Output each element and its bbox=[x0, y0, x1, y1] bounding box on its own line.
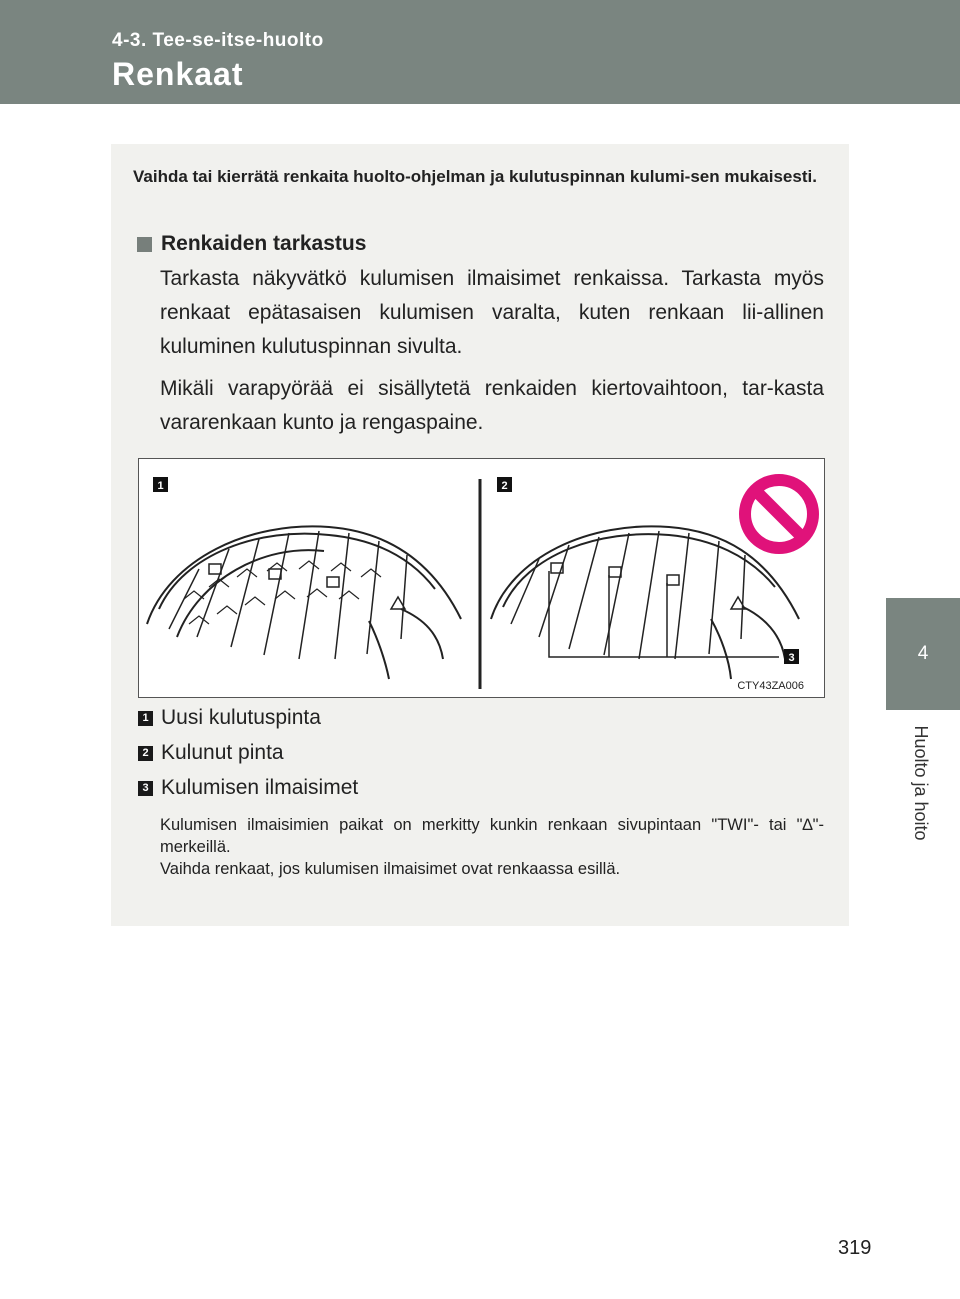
tire-drawing bbox=[139, 459, 824, 697]
chapter-side-label: Huolto ja hoito bbox=[911, 725, 931, 841]
intro-text: Vaihda tai kierrätä renkaita huolto-ohjelman ja kulutuspinnan kulumi-sen mukaisesti. bbox=[133, 167, 817, 186]
worn-tire bbox=[491, 526, 799, 679]
chapter-number: 4 bbox=[917, 643, 929, 664]
page-number: 319 bbox=[838, 1237, 872, 1259]
note-line-1: Kulumisen ilmaisimien paikat on merkitty kunkin renkaan sivupintaan "TWI"- tai "∆"-merkeillä. bbox=[160, 816, 824, 856]
paragraph-1: Tarkasta näkyvätkö kulumisen ilmaisimet renkaissa. Tarkasta myös renkaat epätasaisen kulumisen varalta, kuten renkaan lii-allinen kuluminen kulutuspinnan sivulta. bbox=[160, 267, 824, 358]
legend-text-2: Kulunut pinta bbox=[161, 741, 284, 764]
svg-text:1: 1 bbox=[157, 480, 164, 492]
callout-1 bbox=[153, 477, 168, 492]
prohibited-icon bbox=[745, 480, 813, 548]
square-bullet-icon bbox=[137, 237, 152, 252]
chapter-header bbox=[0, 0, 960, 104]
figure-code: CTY43ZA006 bbox=[737, 680, 804, 692]
paragraph-2: Mikäli varapyörää ei sisällytetä renkaiden kiertovaihtoon, tar-kasta vararenkaan kunto ja rengaspaine. bbox=[160, 377, 824, 434]
section-heading bbox=[137, 232, 366, 256]
legend-item-3 bbox=[138, 776, 358, 800]
chapter-tab[interactable] bbox=[886, 598, 960, 710]
indicator-note bbox=[160, 814, 824, 880]
legend-number-1: 1 bbox=[138, 711, 153, 726]
legend-text-1: Uusi kulutuspinta bbox=[161, 706, 321, 729]
note-line-2: Vaihda renkaat, jos kulumisen ilmaisimet ovat renkaassa esillä. bbox=[160, 860, 621, 878]
section-heading-text: Renkaiden tarkastus bbox=[161, 232, 367, 255]
legend-number-2: 2 bbox=[138, 746, 153, 761]
legend-item-2 bbox=[138, 741, 284, 765]
svg-text:3: 3 bbox=[788, 652, 795, 664]
legend-item-1 bbox=[138, 706, 321, 730]
legend-text-3: Kulumisen ilmaisimet bbox=[161, 776, 359, 799]
page-title: Renkaat bbox=[112, 56, 244, 92]
new-tire bbox=[147, 526, 461, 679]
callout-3 bbox=[784, 649, 799, 664]
section-label: 4-3. Tee-se-itse-huolto bbox=[112, 30, 324, 51]
tire-illustration bbox=[138, 458, 825, 698]
svg-text:2: 2 bbox=[501, 480, 508, 492]
callout-2 bbox=[497, 477, 512, 492]
legend-number-3: 3 bbox=[138, 781, 153, 796]
